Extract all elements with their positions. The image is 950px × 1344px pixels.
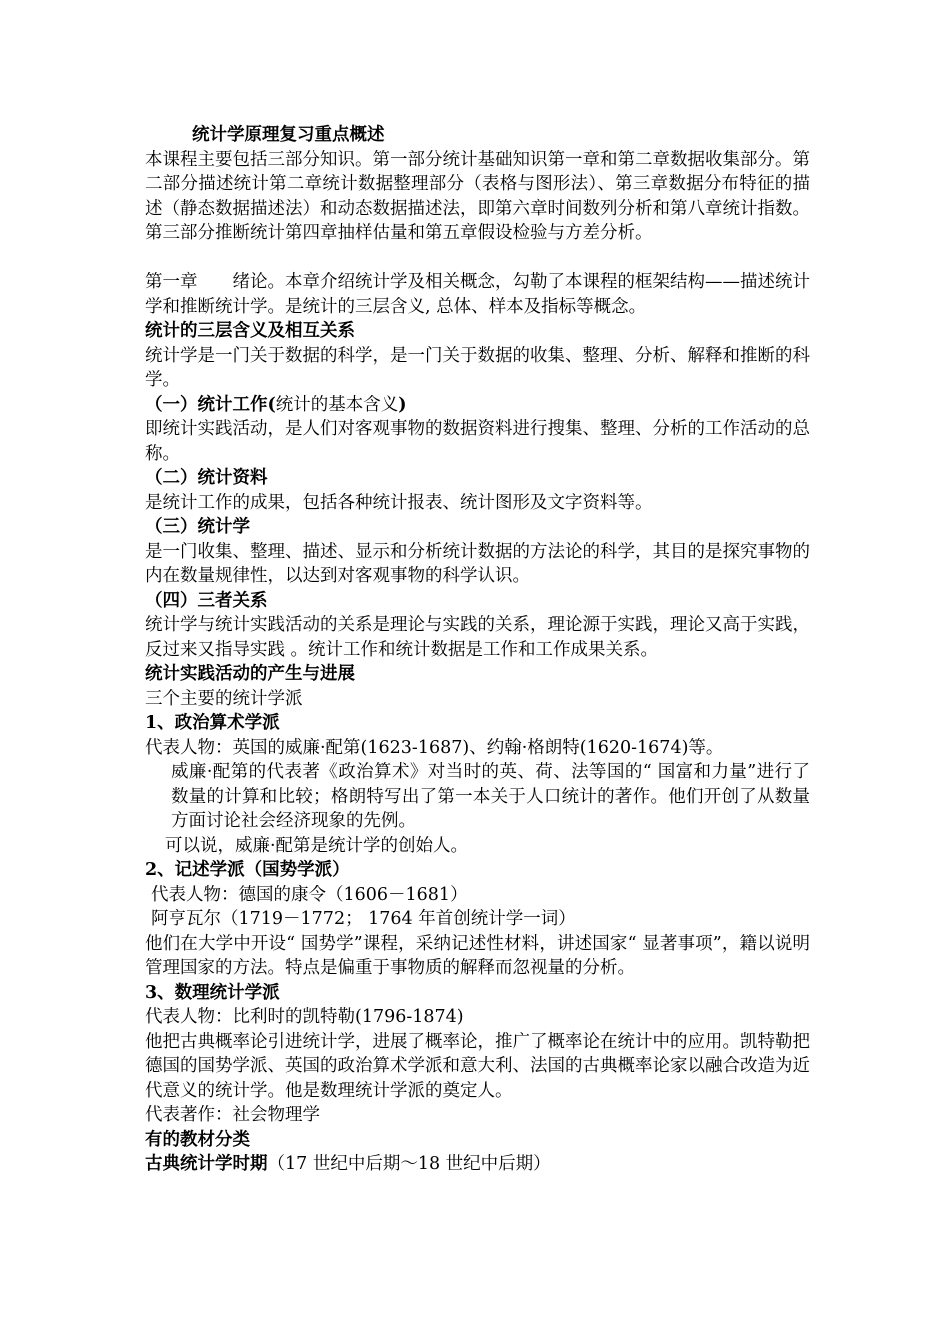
statistical-data-paragraph: 是统计工作的成果，包括各种统计报表、统计图形及文字资料等。 — [145, 492, 653, 513]
classical-period-label: 古典统计学时期 — [145, 1154, 268, 1174]
school-3-representative: 代表人物：比利时的凯特勒(1796-1874) — [145, 1007, 464, 1027]
school-2-paragraph: 他们在大学中开设“ 国势学”课程，采纳记述性材料，讲述国家“ 显著事项”，籍以说明管理国家的方法。特点是偏重于事物质的解释而忽视量的分析。 — [145, 933, 810, 978]
school-2-representative-2: 阿亨瓦尔（1719－1772； 1764 年首创统计学一词） — [151, 909, 576, 929]
heading-school-2: 2、记述学派（国势学派） — [145, 860, 350, 880]
school-1-conclusion: 可以说，威廉·配第是统计学的创始人。 — [165, 835, 469, 856]
heading-development: 统计实践活动的产生与进展 — [145, 664, 355, 684]
schools-intro: 三个主要的统计学派 — [145, 688, 303, 709]
heading-statistical-work-bold: （一）统计工作( — [145, 394, 276, 415]
relationship-paragraph: 统计学与统计实践活动的关系是理论与实践的关系，理论源于实践，理论又高于实践，反过来又指导实践 。统计工作和统计数据是工作和工作成果关系。 — [145, 615, 810, 660]
heading-school-1: 1、政治算术学派 — [145, 713, 280, 733]
classical-period-range: （17 世纪中后期～18 世纪中后期） — [267, 1154, 551, 1174]
heading-statistical-work-note: 统计的基本含义 — [275, 394, 399, 415]
heading-meaning: 统计的三层含义及相互关系 — [145, 321, 355, 341]
heading-statistical-data: （二）统计资料 — [145, 468, 268, 488]
meaning-paragraph: 统计学是一门关于数据的科学，是一门关于数据的收集、整理、分析、解释和推断的科学。 — [145, 345, 810, 390]
intro-paragraph: 本课程主要包括三部分知识。第一部分统计基础知识第一章和第二章数据收集部分。第二部分描述统计第二章统计数据整理部分（表格与图形法）、第三章数据分布特征的描述（静态数据描述法）和动态数据描述法，即第六章时间数列分析和第八章统计指数。第三部分推断统计第四章抽样估量和第五章假设检验与方差分析。 — [145, 149, 810, 243]
heading-statistical-work-close: ) — [398, 394, 407, 415]
statistical-work-paragraph: 即统计实践活动，是人们对客观事物的数据资料进行搜集、整理、分析的工作活动的总称。 — [145, 419, 810, 464]
heading-classical-period — [145, 1152, 810, 1177]
document-title: 统计学原理复习重点概述 — [192, 125, 385, 145]
blank-line — [145, 246, 810, 271]
heading-relationship: （四）三者关系 — [145, 590, 268, 611]
heading-textbook-classification: 有的教材分类 — [145, 1129, 250, 1150]
statistics-paragraph: 是一门收集、整理、描述、显示和分析统计数据的方法论的科学，其目的是探究事物的内在数量规律性，以达到对客观事物的科学认识。 — [145, 541, 810, 586]
school-3-work: 代表著作：社会物理学 — [145, 1105, 320, 1125]
heading-statistical-work — [145, 393, 810, 418]
school-2-representative-1: 代表人物：德国的康令（1606－1681） — [151, 884, 468, 905]
heading-statistics: （三）统计学 — [145, 517, 250, 537]
document-body — [145, 123, 810, 1177]
school-3-paragraph: 他把古典概率论引进统计学，进展了概率论，推广了概率论在统计中的应用。凯特勒把德国的国势学派、英国的政治算术学派和意大利、法国的古典概率论家以融合改造为近代意义的统计学。他是数理统计学派的奠定人。 — [145, 1031, 810, 1101]
heading-school-3: 3、数理统计学派 — [145, 982, 280, 1003]
school-1-representatives: 代表人物：英国的威廉·配第(1623-1687)、约翰·格朗特(1620-1674)等。 — [145, 737, 724, 758]
school-1-paragraph: 威廉·配第的代表著《政治算术》对当时的英、荷、法等国的“ 国富和力量”进行了数量的计算和比较；格朗特写出了第一本关于人口统计的著作。他们开创了从数量方面讨论社会经济现象的先例。 — [171, 762, 810, 831]
chapter1-paragraph: 第一章 绪论。本章介绍统计学及相关概念，勾勒了本课程的框架结构——描述统计学和推断统计学。是统计的三层含义, 总体、样本及指标等概念。 — [145, 272, 810, 317]
